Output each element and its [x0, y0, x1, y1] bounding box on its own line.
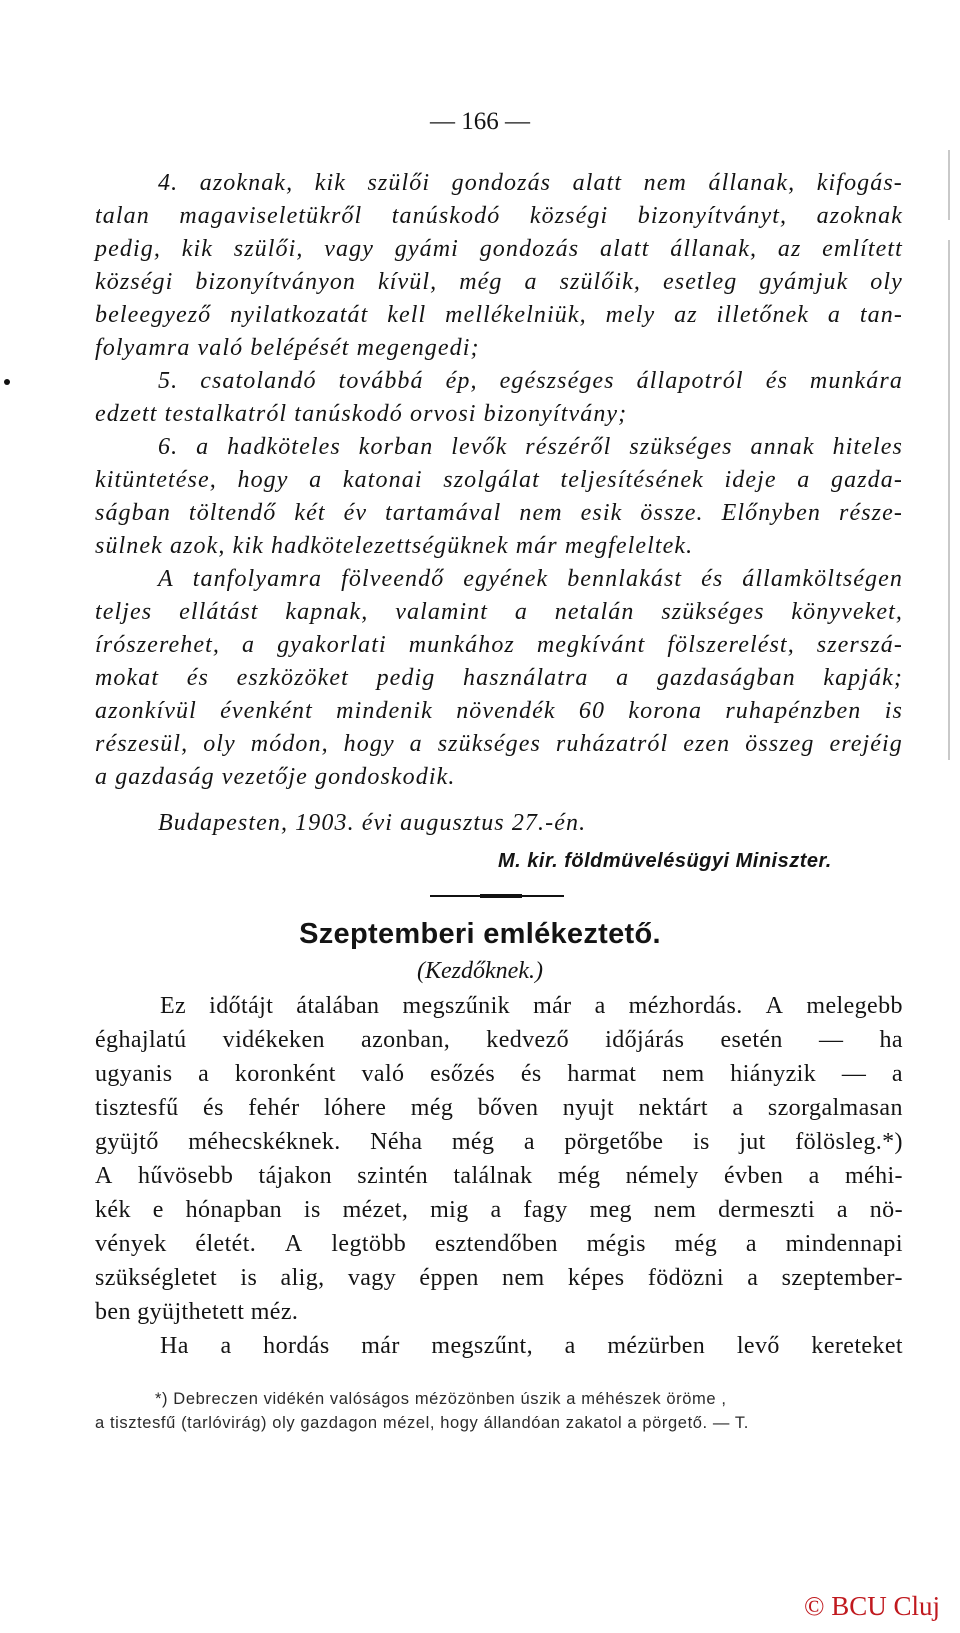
- provision-line-1: A tanfolyamra fölveendő egyének bennlakást és államköltségen: [158, 566, 903, 592]
- section-line-7: kék e hónapban is mézet, mig a fagy meg nem dermeszti a nö-: [95, 1197, 903, 1223]
- minister-signature: M. kir. földmüvelésügyi Miniszter.: [498, 850, 832, 872]
- section-line-4: tisztesfű és fehér lóhere még bőven nyujt nektárt a szorgalmasan: [95, 1095, 903, 1121]
- section-line-9: szükségletet is alig, vagy éppen nem képes födözni a szeptember-: [95, 1265, 903, 1291]
- page-number: — 166 —: [430, 108, 530, 135]
- item-4-line-3: pedig, kik szülői, vagy gyámi gondozás alatt állanak, az említett: [95, 236, 903, 262]
- provision-line-7: a gazdaság vezetője gondoskodik.: [95, 764, 456, 790]
- section-line-2: éghajlatú vidékeken azonban, kedvező időjárás esetén — ha: [95, 1027, 903, 1053]
- provision-line-3: írószerehet, a gyakorlati munkához megkívánt fölszerelést, szerszá-: [95, 632, 903, 658]
- item-5-line-2: edzett testalkatról tanúskodó orvosi bizonyítvány;: [95, 401, 628, 427]
- footnote-line-2: a tisztesfű (tarlóvirág) oly gazdagon mézel, hogy állandóan zakatol a pörgető. — T.: [95, 1414, 749, 1432]
- date-line: Budapesten, 1903. évi augusztus 27.-én.: [158, 810, 587, 836]
- item-5-line-1: 5. csatolandó továbbá ép, egészséges állapotról és munkára: [158, 368, 903, 394]
- scan-edge-mark: [948, 150, 950, 220]
- footnote-line-1: *) Debreczen vidékén valóságos mézözönben úszik a méhészek öröme ,: [155, 1390, 727, 1408]
- item-6-line-4: sülnek azok, kik hadkötelezettségüknek már megfeleltek.: [95, 533, 694, 559]
- section-line-1: Ez időtájt átalában megszűnik már a mézhordás. A melegebb: [160, 993, 903, 1019]
- provision-line-5: azonkívül évenként mindenik növendék 60 korona ruhapénzben is: [95, 698, 903, 724]
- provision-line-4: mokat és eszközöket pedig használatra a gazdaságban kapják;: [95, 665, 903, 691]
- provision-line-2: teljes ellátást kapnak, valamint a netalán szükséges könyveket,: [95, 599, 903, 625]
- scan-edge-mark: [948, 240, 950, 760]
- item-4-line-2: talan magaviseletükről tanúskodó községi bizonyítványt, azoknak: [95, 203, 903, 229]
- section-line-11: Ha a hordás már megszűnt, a mézürben levő kereteket: [160, 1333, 903, 1359]
- provision-line-6: részesül, oly módon, hogy a szükséges ruházatról ezen összeg erejéig: [95, 731, 903, 757]
- margin-dot: [4, 379, 10, 385]
- item-6-line-3: ságban töltendő két év tartamával nem esik össze. Előnyben része-: [95, 500, 903, 526]
- item-4-line-4: községi bizonyítványon kívül, még a szülőik, esetleg gyámjuk oly: [95, 269, 903, 295]
- section-line-3: ugyanis a koronként való esőzés és harmat nem hiányzik — a: [95, 1061, 903, 1087]
- section-subtitle: (Kezdőknek.): [417, 958, 543, 984]
- section-line-6: A hűvösebb tájakon szintén találnak még némely évben a méhi-: [95, 1163, 903, 1189]
- item-4-line-5: beleegyező nyilatkozatát kell mellékelniük, mely az illetőnek a tan-: [95, 302, 903, 328]
- item-6-line-1: 6. a hadköteles korban levők részéről szükséges annak hiteles: [158, 434, 903, 460]
- section-title: Szeptemberi emlékeztető.: [299, 918, 661, 950]
- section-line-10: ben gyüjthetett méz.: [95, 1299, 299, 1325]
- divider-right: [522, 895, 564, 897]
- item-4-line-6: folyamra való belépését megengedi;: [95, 335, 480, 361]
- item-6-line-2: kitüntetése, hogy a katonai szolgálat teljesítésének ideje a gazda-: [95, 467, 903, 493]
- item-4-line-1: 4. azoknak, kik szülői gondozás alatt nem állanak, kifogás-: [158, 170, 903, 196]
- bcu-cluj-watermark: © BCU Cluj: [803, 1591, 940, 1621]
- divider-center: [480, 894, 522, 898]
- section-line-5: gyüjtő méhecskéknek. Néha még a pörgetőbe is jut fölösleg.*): [95, 1129, 903, 1155]
- divider-left: [430, 895, 480, 897]
- section-line-8: vények életét. A legtöbb esztendőben mégis még a mindennapi: [95, 1231, 903, 1257]
